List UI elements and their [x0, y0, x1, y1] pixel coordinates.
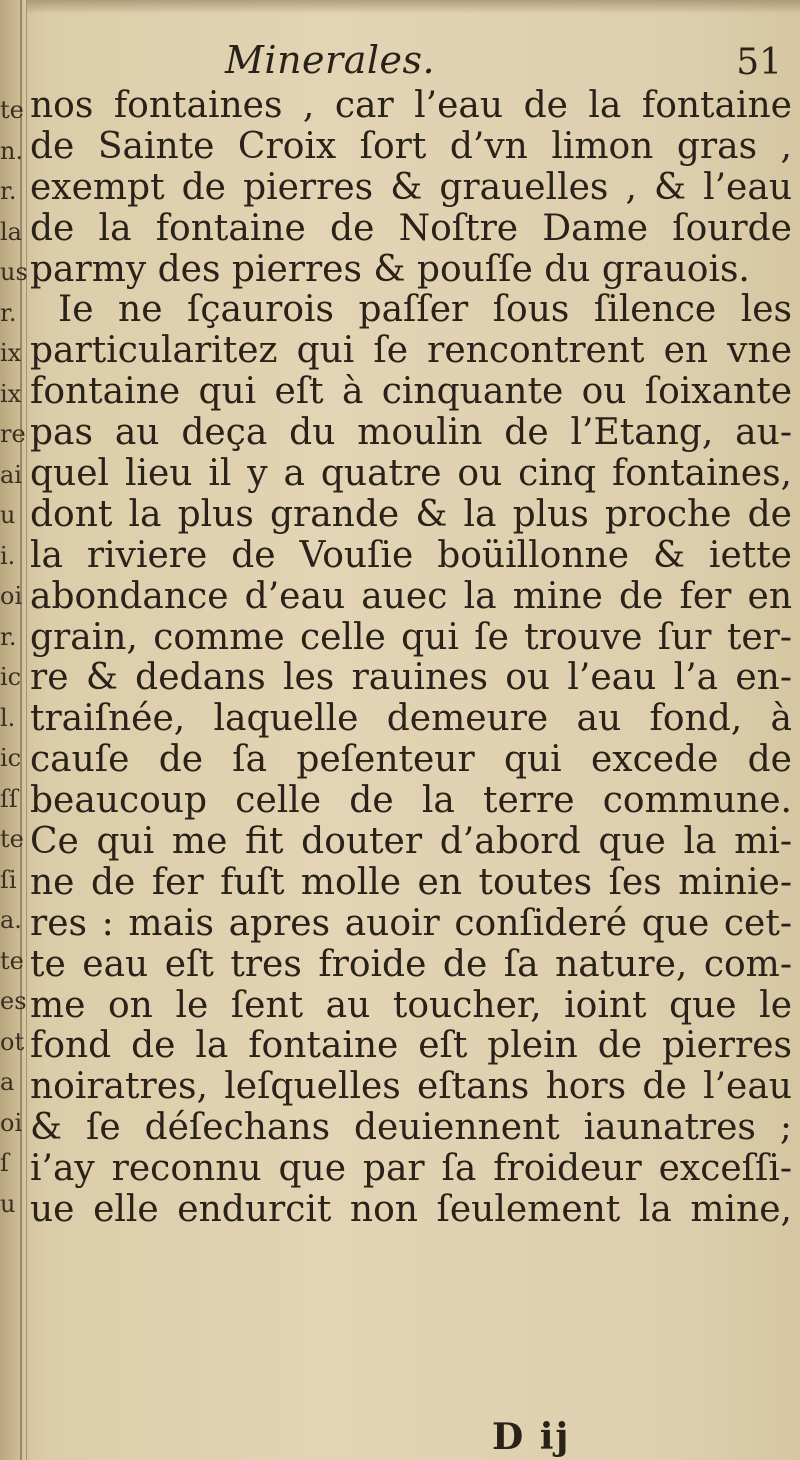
- body-text: [30, 86, 792, 1231]
- gutter-fragment: oi: [0, 1108, 23, 1137]
- gutter-fragment: ſi: [0, 865, 17, 894]
- gutter-fragment: r.: [0, 177, 17, 205]
- gutter-fragment: a.: [0, 906, 22, 934]
- gutter-fragment: ix: [0, 339, 22, 367]
- paragraph-start-line: Ie ne ſçaurois paſſer ſous ſilence les: [58, 289, 792, 331]
- page-number: 51: [736, 42, 782, 83]
- running-title: Minerales.: [225, 38, 436, 82]
- gutter-fragment: ix: [0, 379, 22, 408]
- gutter-fragment: u: [0, 501, 16, 529]
- gutter-fragment: u: [0, 1189, 16, 1218]
- text-line: exempt de pierres & grauelles , & l’eau: [30, 166, 792, 208]
- text-line: re & dedans les rauines ou l’eau l’a en-: [30, 657, 792, 699]
- gutter-fragment: la: [0, 217, 22, 246]
- text-line: dont la plus grande & la plus proche de: [30, 493, 792, 535]
- text-line: la riviere de Vouſie boüillonne & iette: [30, 534, 792, 576]
- text-line: de Sainte Croix ſort d’vn limon gras ,: [30, 125, 792, 167]
- gutter-fragment: i.: [0, 541, 16, 570]
- gutter-fragment: us: [0, 258, 28, 286]
- text-line: Ce qui me fit douter d’abord que la mi-: [30, 821, 792, 863]
- text-line: noiratres, leſquelles eſtans hors de l’eau: [30, 1066, 792, 1108]
- gutter-fragment: te: [0, 96, 24, 124]
- gutter-fragment: te: [0, 946, 24, 975]
- text-line: me on le ſent au toucher, ioint que le: [30, 984, 792, 1026]
- text-line: te eau eſt tres froide de ſa nature, com-: [30, 943, 792, 985]
- gutter-fragment: te: [0, 825, 24, 853]
- text-line: nos fontaines , car l’eau de la fontaine: [30, 85, 792, 126]
- gutter-fragment: ot: [0, 1027, 25, 1056]
- text-line: particularitez qui ſe rencontrent en vne: [30, 330, 792, 372]
- gutter-fragment: r.: [0, 622, 17, 651]
- signature-mark: D ij: [492, 1416, 571, 1458]
- text-line: fontaine qui eſt à cinquante ou ſoixante: [30, 371, 792, 413]
- text-line: res : mais apres auoir conſideré que cet-: [30, 902, 792, 944]
- text-line: ue elle endurcit non ſeulement la mine,: [30, 1189, 792, 1231]
- text-line: grain, comme celle qui ſe trouve ſur ter-: [30, 616, 792, 658]
- gutter-fragment: es: [0, 987, 27, 1015]
- gutter-fragment: ſ: [0, 1149, 9, 1177]
- text-line: beaucoup celle de la terre commune.: [30, 780, 792, 822]
- text-line: quel lieu il y a quatre ou cinq fontaines,: [30, 453, 792, 495]
- text-line: fond de la fontaine eſt plein de pierres: [30, 1025, 792, 1067]
- gutter-fragment: ſſ: [0, 784, 18, 813]
- text-line: pas au deça du moulin de l’Etang, au-: [30, 412, 792, 454]
- top-edge-shadow: [0, 0, 800, 14]
- gutter-fragment: n.: [0, 136, 24, 165]
- text-line: i’ay reconnu que par ſa froideur exceſſi-: [30, 1148, 792, 1190]
- gutter-fragment: l.: [0, 703, 16, 732]
- text-line: & ſe déſechans deuiennent iaunatres ;: [30, 1107, 792, 1149]
- gutter-fragment: oi: [0, 582, 23, 610]
- previous-page-text-fragments: [0, 90, 28, 1224]
- gutter-fragment: ic: [0, 663, 22, 691]
- text-line: traiſnée, laquelle demeure au fond, à: [30, 698, 792, 740]
- text-line: parmy des pierres & pouſſe du grauois.: [30, 248, 750, 290]
- gutter-fragment: re: [0, 420, 26, 448]
- text-line: ne de fer fuſt molle en toutes ſes minie-: [30, 861, 792, 903]
- gutter-fragment: ic: [0, 744, 22, 772]
- text-line: cauſe de ſa peſenteur qui excede de: [30, 739, 792, 781]
- page-header: [0, 38, 800, 88]
- gutter-fragment: a: [0, 1068, 15, 1096]
- text-line: de la fontaine de Noſtre Dame ſourde: [30, 207, 792, 249]
- gutter-fragment: r.: [0, 298, 17, 327]
- text-line: abondance d’eau auec la mine de fer en: [30, 575, 792, 617]
- page-footer: [0, 1416, 800, 1460]
- gutter-fragment: ai: [0, 460, 22, 489]
